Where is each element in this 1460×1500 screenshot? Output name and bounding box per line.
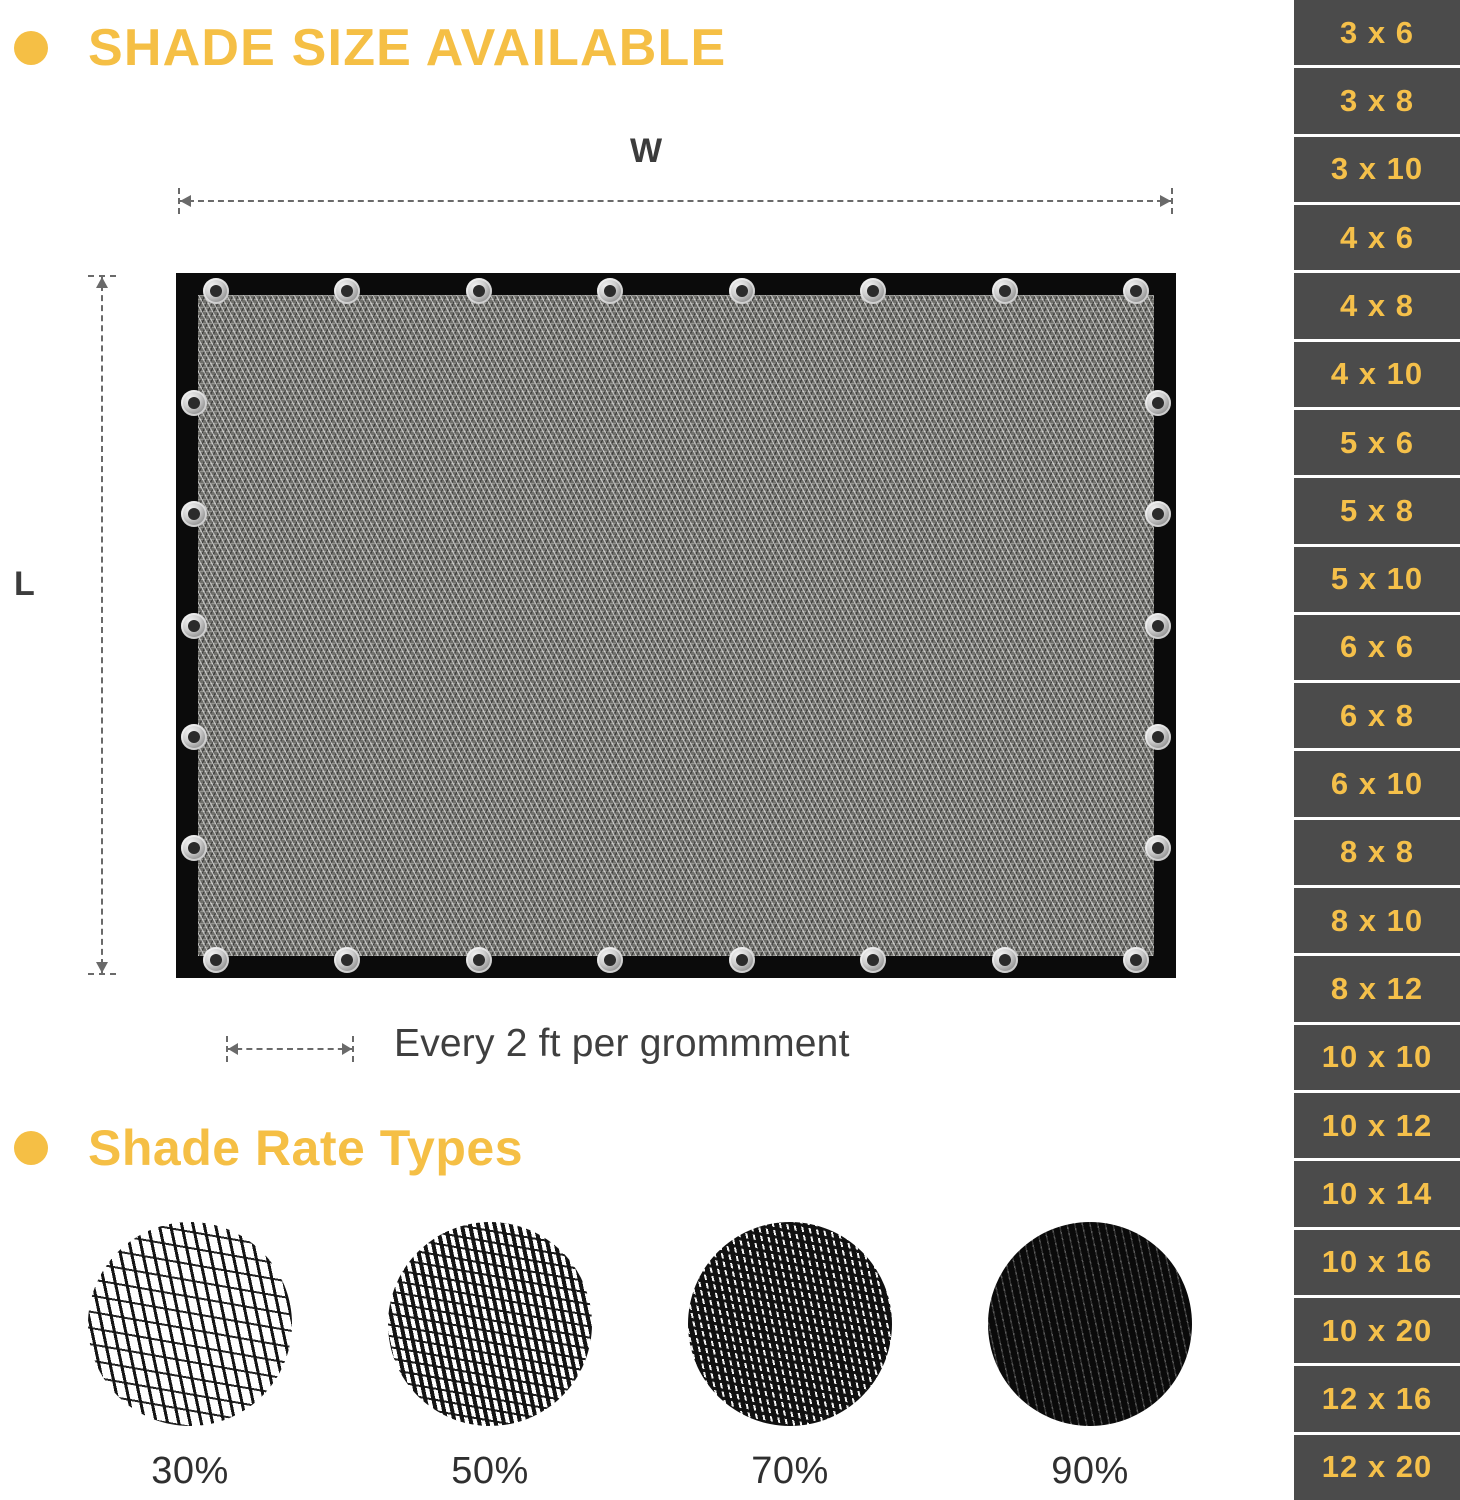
size-chip[interactable]: 5 x 10 bbox=[1294, 547, 1460, 612]
grommet-bottom bbox=[860, 947, 886, 973]
size-chip[interactable]: 10 x 20 bbox=[1294, 1298, 1460, 1363]
grommet-spacing-note: Every 2 ft per grommment bbox=[394, 1022, 850, 1065]
grommet-dash-line bbox=[226, 1048, 354, 1050]
length-arrow-down-icon bbox=[96, 962, 108, 973]
width-dimension-line bbox=[178, 188, 1173, 214]
grommet-bottom bbox=[597, 947, 623, 973]
grommet-bottom bbox=[1123, 947, 1149, 973]
shade-rate-item bbox=[340, 1222, 640, 1493]
grommet-left bbox=[181, 390, 207, 416]
shade-rate-item bbox=[40, 1222, 340, 1493]
grommet-right bbox=[1145, 613, 1171, 639]
size-chip[interactable]: 3 x 10 bbox=[1294, 137, 1460, 202]
grommet-bottom bbox=[992, 947, 1018, 973]
size-chip[interactable]: 12 x 20 bbox=[1294, 1435, 1460, 1500]
width-arrow-left-icon bbox=[180, 195, 191, 207]
size-chip[interactable]: 6 x 8 bbox=[1294, 683, 1460, 748]
size-chip[interactable]: 8 x 10 bbox=[1294, 888, 1460, 953]
grommet-spacing-dimension-line bbox=[226, 1036, 354, 1062]
shade-cloth bbox=[176, 273, 1176, 978]
mesh-90-swatch bbox=[988, 1222, 1192, 1426]
shade-rate-item bbox=[640, 1222, 940, 1493]
size-chip[interactable]: 4 x 8 bbox=[1294, 273, 1460, 338]
size-chip[interactable]: 10 x 14 bbox=[1294, 1161, 1460, 1226]
grommet-right bbox=[1145, 390, 1171, 416]
grommet-right bbox=[1145, 724, 1171, 750]
length-dash-line bbox=[101, 275, 103, 975]
length-arrow-up-icon bbox=[96, 277, 108, 288]
size-chip[interactable]: 10 x 10 bbox=[1294, 1025, 1460, 1090]
grommet-top bbox=[729, 278, 755, 304]
grommet-top bbox=[992, 278, 1018, 304]
size-chip[interactable]: 4 x 6 bbox=[1294, 205, 1460, 270]
shade-rate-heading bbox=[14, 1120, 524, 1176]
shade-mesh-fabric bbox=[198, 295, 1154, 956]
bullet-dot-icon bbox=[14, 1131, 48, 1165]
grommet-left bbox=[181, 724, 207, 750]
size-chip[interactable]: 10 x 16 bbox=[1294, 1230, 1460, 1295]
grommet-bottom bbox=[334, 947, 360, 973]
size-chip[interactable]: 5 x 6 bbox=[1294, 410, 1460, 475]
size-chip[interactable]: 6 x 6 bbox=[1294, 615, 1460, 680]
grommet-spacing-callout bbox=[226, 1008, 1226, 1078]
size-chip[interactable]: 10 x 12 bbox=[1294, 1093, 1460, 1158]
size-chip[interactable]: 6 x 10 bbox=[1294, 751, 1460, 816]
grommet-right bbox=[1145, 835, 1171, 861]
grommet-arrow-right-icon bbox=[342, 1043, 352, 1055]
grommet-arrow-left-icon bbox=[228, 1043, 238, 1055]
size-chip[interactable]: 3 x 6 bbox=[1294, 0, 1460, 65]
grommet-bottom bbox=[203, 947, 229, 973]
shade-rate-label: 50% bbox=[451, 1450, 529, 1492]
shade-size-heading-label: SHADE SIZE AVAILABLE bbox=[88, 19, 727, 77]
shade-rate-label: 70% bbox=[751, 1450, 829, 1492]
length-dimension-line bbox=[88, 275, 116, 975]
size-chip[interactable]: 8 x 12 bbox=[1294, 956, 1460, 1021]
shade-rate-label: 90% bbox=[1051, 1450, 1129, 1492]
size-chip[interactable]: 3 x 8 bbox=[1294, 68, 1460, 133]
grommet-left bbox=[181, 835, 207, 861]
grommet-right bbox=[1145, 501, 1171, 527]
length-label: L bbox=[14, 565, 35, 603]
shade-size-heading bbox=[14, 19, 727, 77]
grommet-top bbox=[466, 278, 492, 304]
width-dash-line bbox=[178, 200, 1173, 202]
shade-rate-swatch-row bbox=[40, 1222, 1270, 1493]
size-chip[interactable]: 12 x 16 bbox=[1294, 1366, 1460, 1431]
mesh-50-swatch bbox=[388, 1222, 592, 1426]
grommet-tick-right bbox=[352, 1036, 354, 1062]
shade-rate-heading-label: Shade Rate Types bbox=[88, 1120, 524, 1176]
grommet-top bbox=[203, 278, 229, 304]
width-tick-right bbox=[1171, 188, 1173, 214]
width-arrow-right-icon bbox=[1160, 195, 1171, 207]
grommet-top bbox=[860, 278, 886, 304]
mesh-30-swatch bbox=[88, 1222, 292, 1426]
grommet-top bbox=[1123, 278, 1149, 304]
width-label: W bbox=[630, 132, 663, 170]
length-tick-bottom bbox=[88, 973, 116, 975]
size-chip[interactable]: 4 x 10 bbox=[1294, 342, 1460, 407]
grommet-bottom bbox=[466, 947, 492, 973]
bullet-dot-icon bbox=[14, 31, 48, 65]
shade-rate-label: 30% bbox=[151, 1450, 229, 1492]
size-chip[interactable]: 5 x 8 bbox=[1294, 478, 1460, 543]
shade-dimension-diagram bbox=[0, 120, 1280, 1080]
size-chip[interactable]: 8 x 8 bbox=[1294, 820, 1460, 885]
grommet-bottom bbox=[729, 947, 755, 973]
mesh-70-swatch bbox=[688, 1222, 892, 1426]
available-sizes-list bbox=[1294, 0, 1460, 1500]
shade-rate-item bbox=[940, 1222, 1240, 1493]
grommet-left bbox=[181, 613, 207, 639]
